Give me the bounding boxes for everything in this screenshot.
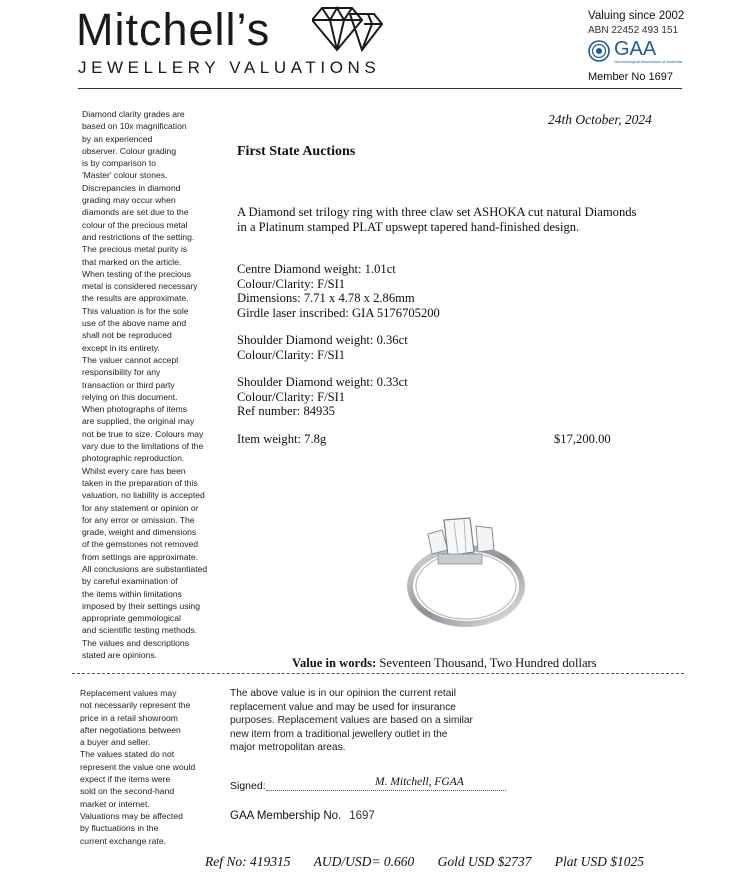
item-description: A Diamond set trilogy ring with three claw set ASHOKA cut natural Diamonds in a Platinum stamped PLAT upswept tapered hand-finished design.	[237, 205, 637, 234]
gold-price: Gold USD $2737	[437, 854, 532, 869]
addressee: First State Auctions	[237, 144, 356, 159]
value-in-words-label: Value in words:	[292, 656, 377, 670]
diamond-logo-icon	[312, 2, 384, 54]
gaa-logo-subtext: Gemmological Association of Australia	[614, 59, 682, 64]
signed-label: Signed:	[230, 780, 266, 792]
retail-value-statement: The above value is in our opinion the current retail replacement value and may be used for insurance purposes. Replacement values are based on a similar new item from a traditional jewellery outlet in the major metropolitan areas.	[230, 688, 473, 754]
shoulder-diamond-2-details: Shoulder Diamond weight: 0.33ct Colour/Clarity: F/SI1 Ref number: 84935	[237, 375, 408, 418]
ring-photo	[398, 512, 528, 630]
exchange-rate: AUD/USD= 0.660	[313, 854, 415, 869]
value-in-words-text: Seventeen Thousand, Two Hundred dollars	[379, 656, 597, 670]
gaa-emblem-icon	[588, 40, 610, 62]
valuing-since: Valuing since 2002	[588, 10, 685, 22]
header-divider	[78, 88, 682, 89]
member-number	[588, 71, 673, 83]
member-label: Member No	[588, 71, 646, 83]
brand-name: Mitchell’s	[76, 4, 271, 55]
gaa-membership-label: GAA Membership No.	[230, 810, 342, 822]
shoulder-diamond-1-details: Shoulder Diamond weight: 0.36ct Colour/Clarity: F/SI1	[237, 333, 408, 362]
disclaimer-top: Diamond clarity grades are based on 10x magnification by an experienced observer. Colour grading is by comparison to 'Master' colour stones. Discrepancies in diamond grading may occur when diamonds are set due to the colour of the precious metal and restrictions of the setting. The precious metal purity is that marked on the article. When testing of the precious metal is considered necessary the results are approximate. This valuation is for the sole use of the above name and shall not be reproduced except in its entirety. The valuer cannot accept responsibility for any transaction or third party relying on this document. When photographs of items are supplied, the original may not be true to size. Colours may vary due to the limitations of the photographic reproduction. Whilst every care has been taken in the preparation of this valuation, no liability is accepted for any statement or opinion or for any error or omission. The grade, weight and dimensions of the gemstones not removed from settings are approximate. All conclusions are substantiated by careful examination of the items within limitations imposed by their settings using appropriate gemmological and scientific testing methods. The values and descriptions stated are opinions.	[82, 109, 208, 661]
valuation-date: 24th October, 2024	[548, 112, 652, 127]
item-value: $17,200.00	[554, 432, 611, 446]
value-in-words	[292, 656, 597, 671]
gaa-logo-text: GAA	[614, 38, 657, 60]
brand-subtitle: JEWELLERY VALUATIONS	[78, 58, 381, 77]
dashed-divider	[72, 673, 684, 674]
gaa-membership	[230, 810, 375, 822]
signer-name: M. Mitchell, FGAA	[375, 776, 464, 788]
item-weight: Item weight: 7.8g	[237, 432, 327, 446]
ref-number: Ref No: 419315	[205, 854, 291, 869]
disclaimer-bottom: Replacement values may not necessarily represent the price in a retail showroom after negotiations between a buyer and seller. The values stated do not represent the value one would expect if the items were sold on the second-hand market or internet. Valuations may be affected by fluctuations in the current exchange rate.	[80, 688, 196, 846]
centre-diamond-details: Centre Diamond weight: 1.01ct Colour/Clarity: F/SI1 Dimensions: 7.71 x 4.78 x 2.86mm Girdle laser inscribed: GIA 5176705200	[237, 262, 440, 320]
gaa-membership-number: 1697	[349, 810, 375, 822]
abn-number: ABN 22452 493 151	[588, 25, 679, 36]
platinum-price: Plat USD $1025	[554, 854, 644, 869]
footer-reference	[205, 854, 664, 870]
member-value: 1697	[648, 71, 674, 83]
